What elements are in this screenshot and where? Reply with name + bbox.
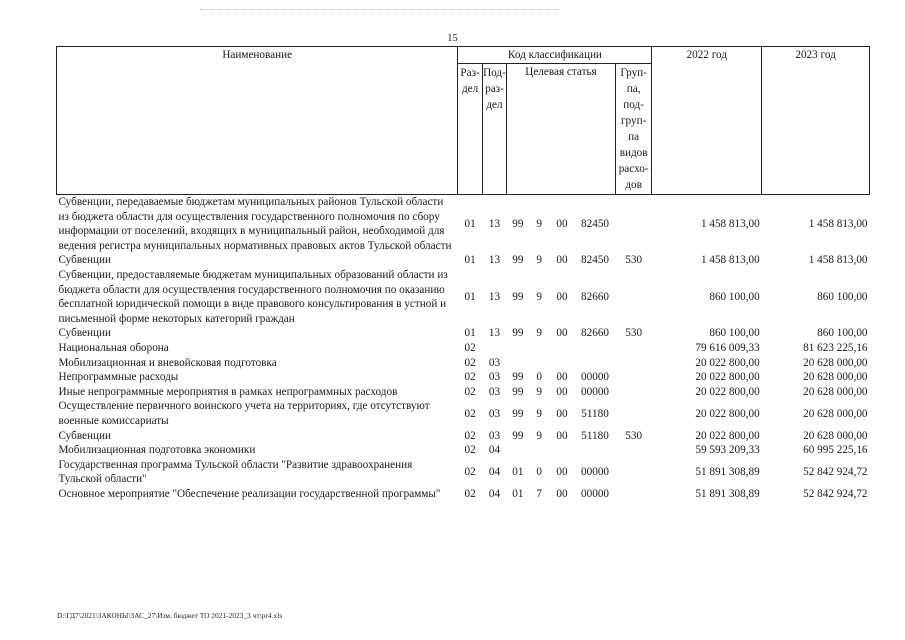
row-amount-2023: 860 100,00	[817, 290, 868, 303]
row-amount-2022: 51 891 308,89	[695, 487, 760, 500]
row-target-subprogram: 0	[536, 371, 542, 384]
table-row	[57, 399, 870, 428]
row-expense-group: 530	[625, 254, 643, 267]
row-target-code	[575, 356, 616, 371]
row-podrazdel: 04	[488, 444, 501, 457]
header-classification: Код классификации	[458, 47, 652, 64]
row-name: Субвенции, предоставляемые бюджетам муниципальных образований области из бюджета области для осуществления государственного полномочия по оказанию бесплатной юридической помощи в виде правового консультирования в устной и письменной форме некоторых категорий граждан	[58, 268, 448, 325]
scan-artifact-line	[200, 9, 560, 11]
header-target-article: Целевая статья	[507, 64, 616, 195]
row-target-direction: 00	[556, 407, 568, 420]
row-expense-group: 530	[625, 327, 643, 340]
row-target-direction	[549, 443, 574, 458]
row-podrazdel: 03	[488, 371, 501, 384]
row-podrazdel: 13	[488, 254, 501, 267]
row-target-code: 82450	[581, 254, 609, 267]
row-target-subprogram: 9	[536, 327, 542, 340]
row-amount-2022: 860 100,00	[709, 327, 760, 340]
row-amount-2023: 20 628 000,00	[803, 371, 868, 384]
row-target-program: 99	[512, 254, 524, 267]
row-target-code: 51180	[581, 429, 609, 442]
row-target-program: 99	[512, 290, 524, 303]
row-amount-2022: 1 458 813,00	[700, 254, 760, 267]
table-row	[57, 385, 870, 400]
row-target-direction: 00	[556, 371, 568, 384]
row-amount-2023: 52 842 924,72	[803, 465, 868, 478]
row-target-subprogram: 9	[536, 385, 542, 398]
row-expense-group	[615, 399, 652, 428]
row-target-code: 82450	[581, 217, 609, 230]
row-target-subprogram: 9	[536, 290, 542, 303]
row-name: Осуществление первичного воинского учета на территориях, где отсутствуют военные комиссариаты	[58, 400, 430, 427]
row-target-direction: 00	[556, 217, 568, 230]
row-podrazdel: 13	[488, 290, 501, 303]
header-year-2022: 2022 год	[652, 47, 762, 195]
row-podrazdel: 04	[488, 487, 501, 500]
row-amount-2022: 20 022 800,00	[695, 407, 760, 420]
row-name: Мобилизационная подготовка экономики	[58, 444, 256, 457]
row-podrazdel: 04	[488, 465, 501, 478]
page-number: 15	[447, 33, 458, 44]
row-podrazdel: 03	[488, 407, 501, 420]
row-amount-2023: 1 458 813,00	[808, 217, 868, 230]
row-razdel: 02	[464, 385, 476, 398]
row-amount-2023: 20 628 000,00	[803, 429, 868, 442]
row-razdel: 02	[464, 356, 476, 369]
row-target-code	[575, 443, 616, 458]
row-target-direction: 00	[556, 290, 568, 303]
row-razdel: 02	[464, 465, 476, 478]
table-row	[57, 195, 870, 254]
row-amount-2022: 20 022 800,00	[695, 371, 760, 384]
row-amount-2022: 79 616 009,33	[695, 341, 760, 354]
table-row	[57, 487, 870, 502]
table-row	[57, 326, 870, 341]
row-podrazdel	[482, 341, 506, 356]
table-row	[57, 341, 870, 356]
row-amount-2023: 52 842 924,72	[803, 487, 868, 500]
row-target-subprogram: 7	[536, 487, 542, 500]
row-amount-2022: 860 100,00	[709, 290, 760, 303]
row-target-subprogram	[529, 356, 549, 371]
row-expense-group	[615, 195, 652, 254]
header-expense-group: Груп- па, под- груп- па видов расхо- дов	[615, 64, 652, 195]
row-expense-group	[615, 370, 652, 385]
row-target-program: 99	[512, 327, 524, 340]
budget-table	[56, 46, 870, 501]
row-name: Непрограммные расходы	[58, 371, 179, 384]
row-amount-2023: 1 458 813,00	[808, 254, 868, 267]
row-razdel: 02	[464, 429, 476, 442]
row-razdel: 02	[464, 341, 476, 354]
row-razdel: 02	[464, 371, 476, 384]
row-amount-2023: 20 628 000,00	[803, 385, 868, 398]
row-amount-2023: 81 623 225,16	[803, 341, 868, 354]
row-podrazdel: 13	[488, 217, 501, 230]
row-target-program: 99	[512, 407, 524, 420]
row-target-direction: 00	[556, 429, 568, 442]
row-target-direction	[549, 356, 574, 371]
row-amount-2022: 59 593 209,33	[695, 444, 760, 457]
table-row	[57, 253, 870, 268]
row-expense-group	[615, 385, 652, 400]
row-name: Мобилизационная и вневойсковая подготовка	[58, 356, 277, 369]
row-target-direction: 00	[556, 327, 568, 340]
row-amount-2023: 20 628 000,00	[803, 407, 868, 420]
row-name: Национальная оборона	[58, 341, 169, 354]
table-row	[57, 356, 870, 371]
row-name: Субвенции	[58, 429, 111, 442]
row-name: Государственная программа Тульской области "Развитие здравоохранения Тульской области"	[58, 458, 413, 486]
row-razdel: 01	[464, 327, 476, 340]
row-amount-2022: 20 022 800,00	[695, 429, 760, 442]
row-amount-2022: 51 891 308,89	[695, 465, 760, 478]
table-row	[57, 443, 870, 458]
row-podrazdel: 03	[488, 385, 501, 398]
row-amount-2022: 20 022 800,00	[695, 385, 760, 398]
row-razdel: 01	[464, 217, 476, 230]
row-target-subprogram: 9	[536, 407, 542, 420]
row-amount-2023: 860 100,00	[817, 327, 868, 340]
row-target-code: 82660	[581, 327, 609, 340]
table-row	[57, 268, 870, 326]
row-target-code: 51180	[581, 407, 609, 420]
row-razdel: 02	[464, 444, 476, 457]
row-target-code: 00000	[581, 371, 609, 384]
header-year-2023: 2023 год	[762, 47, 870, 195]
row-name: Основное мероприятие "Обеспечение реализации государственной программы"	[58, 487, 441, 500]
row-expense-group	[615, 356, 652, 371]
row-target-code	[575, 341, 616, 356]
row-name: Субвенции	[58, 327, 111, 340]
header-razdel: Раз- дел	[458, 64, 482, 195]
header-name: Наименование	[57, 47, 458, 195]
row-podrazdel: 03	[488, 356, 501, 369]
row-target-direction: 00	[556, 487, 568, 500]
row-target-program: 99	[512, 385, 524, 398]
row-expense-group	[615, 443, 652, 458]
row-target-program	[507, 443, 529, 458]
row-expense-group	[615, 458, 652, 487]
row-podrazdel: 13	[488, 327, 501, 340]
row-target-direction: 00	[556, 465, 568, 478]
row-target-subprogram: 9	[536, 217, 542, 230]
table-row	[57, 370, 870, 385]
row-target-program	[507, 356, 529, 371]
row-amount-2023: 20 628 000,00	[803, 356, 868, 369]
row-target-direction: 00	[556, 385, 568, 398]
row-amount-2022: 20 022 800,00	[695, 356, 760, 369]
row-podrazdel: 03	[488, 429, 501, 442]
row-name: Субвенции, передаваемые бюджетам муниципальных районов Тульской области из бюджета области для осуществления государственного полномочия по сбору информации от поселений, входящих в муниципальный район, необходимой для ведения регистра муниципальных нормативных правовых актов Тульской области	[58, 196, 452, 252]
row-target-program: 99	[512, 429, 524, 442]
row-target-program: 99	[512, 217, 524, 230]
row-target-subprogram: 9	[536, 429, 542, 442]
row-target-code: 82660	[581, 290, 609, 303]
row-razdel: 01	[464, 254, 476, 267]
table-row	[57, 458, 870, 487]
row-target-direction	[549, 341, 574, 356]
row-expense-group	[615, 487, 652, 502]
table-row	[57, 429, 870, 444]
row-expense-group	[615, 341, 652, 356]
row-target-program: 01	[512, 465, 524, 478]
row-target-subprogram: 0	[536, 465, 542, 478]
row-target-program: 99	[512, 371, 524, 384]
row-expense-group: 530	[625, 429, 643, 442]
row-amount-2023: 60 995 225,16	[803, 444, 868, 457]
row-razdel: 02	[464, 407, 476, 420]
row-expense-group	[615, 268, 652, 326]
header-podrazdel: Под- раз- дел	[482, 64, 506, 195]
row-target-subprogram: 9	[536, 254, 542, 267]
row-razdel: 01	[464, 290, 476, 303]
row-razdel: 02	[464, 487, 476, 500]
row-target-program	[507, 341, 529, 356]
row-target-subprogram	[529, 341, 549, 356]
row-target-code: 00000	[581, 465, 609, 478]
row-target-direction: 00	[556, 254, 568, 267]
row-name: Субвенции	[58, 254, 111, 267]
row-target-subprogram	[529, 443, 549, 458]
row-target-code: 00000	[581, 385, 609, 398]
row-amount-2022: 1 458 813,00	[700, 217, 760, 230]
row-name: Иные непрограммные мероприятия в рамках непрограммных расходов	[58, 385, 398, 398]
file-path-footer: D:\ГД7\2021\ЗАКОНЫ\ЗАС_27\Изм. бюджет ТО 2021-2023_3 чт\pr4.xls	[57, 612, 283, 620]
row-target-code: 00000	[581, 487, 609, 500]
row-target-program: 01	[512, 487, 524, 500]
